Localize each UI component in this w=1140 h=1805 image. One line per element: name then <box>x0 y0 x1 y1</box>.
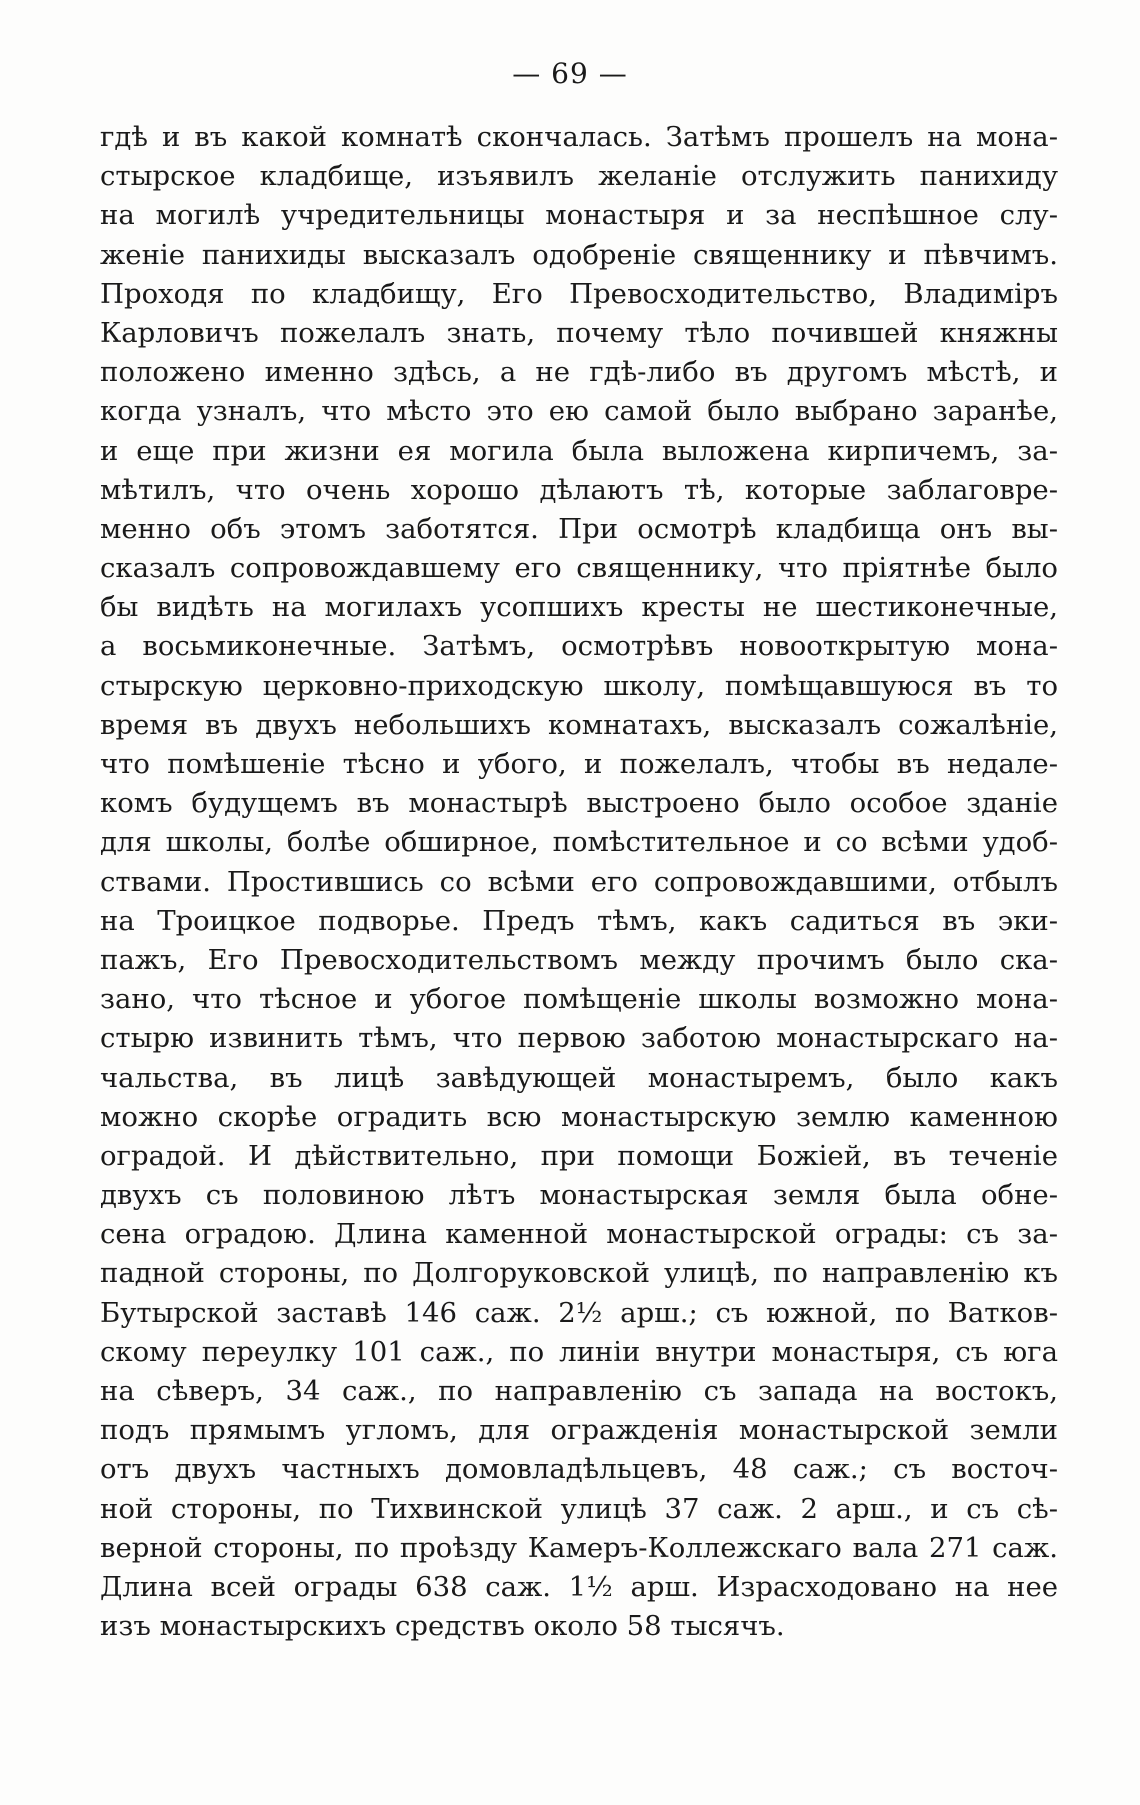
text-line: падной стороны, по Долгоруковской улицѣ, по направленію къ <box>100 1257 1058 1290</box>
text-line: мѣтилъ, что очень хорошо дѣлаютъ тѣ, которые заблаговре- <box>100 473 1058 506</box>
text-line: гдѣ и въ какой комнатѣ скончалась. Затѣмъ прошелъ на мона- <box>100 121 1058 153</box>
text-line: а восьмиконечные. Затѣмъ, осмотрѣвъ новооткрытую мона- <box>100 630 1058 663</box>
text-line: двухъ съ половиною лѣтъ монастырская земля была обне- <box>100 1179 1058 1212</box>
text-line: на могилѣ учредительницы монастыря и за неспѣшное слу- <box>100 199 1058 232</box>
text-line: Проходя по кладбищу, Его Превосходительство, Владиміръ <box>100 277 1058 310</box>
text-line: подъ прямымъ угломъ, для огражденія монастырской земли <box>100 1414 1058 1447</box>
text-line: Бутырской заставѣ 146 саж. 2½ арш.; съ южной, по Ватков- <box>100 1296 1058 1329</box>
text-line: на сѣверъ, 34 саж., по направленію съ запада на востокъ, <box>100 1375 1058 1407</box>
text-line: когда узналъ, что мѣсто это ею самой было выбрано заранѣе, <box>100 395 1058 428</box>
text-line: ной стороны, по Тихвинской улицѣ 37 саж. 2 арш., и съ сѣ- <box>100 1492 1058 1525</box>
text-line: скому переулку 101 саж., по линіи внутри монастыря, съ юга <box>100 1335 1058 1368</box>
text-line: чальства, въ лицѣ завѣдующей монастыремъ, было какъ <box>100 1061 1058 1094</box>
text-line: отъ двухъ частныхъ домовладѣльцевъ, 48 саж.; съ восточ- <box>100 1453 1058 1486</box>
text-line: стырское кладбище, изъявилъ желаніе отслужить панихиду <box>100 160 1058 193</box>
text-line: стырю извинить тѣмъ, что первою заботою монастырскаго на- <box>100 1022 1058 1055</box>
text-line: положено именно здѣсь, а не гдѣ-либо въ другомъ мѣстѣ, и <box>100 356 1058 389</box>
text-line: для школы, болѣе обширное, помѣстительное и со всѣми удоб- <box>100 826 1058 859</box>
text-line: время въ двухъ небольшихъ комнатахъ, высказалъ сожалѣніе, <box>100 708 1058 741</box>
text-line: Карловичъ пожелалъ знать, почему тѣло почившей княжны <box>100 316 1058 349</box>
text-line: оградой. И дѣйствительно, при помощи Божіей, въ теченіе <box>100 1139 1058 1172</box>
text-line: сказалъ сопровождавшему его священнику, что пріятнѣе было <box>100 552 1058 585</box>
page-number: — 69 — <box>512 57 628 90</box>
text-line: верной стороны, по проѣзду Камеръ-Коллежскаго вала 271 саж. <box>100 1531 1058 1564</box>
text-line: сена оградою. Длина каменной монастырской ограды: съ за- <box>100 1218 1058 1251</box>
text-line: бы видѣть на могилахъ усопшихъ кресты не шестиконечные, <box>100 591 1058 624</box>
text-line: Длина всей ограды 638 саж. 1½ арш. Израсходовано на нее <box>100 1570 1058 1603</box>
text-line: женіе панихиды высказалъ одобреніе священнику и пѣвчимъ. <box>100 238 1058 271</box>
text-line: стырскую церковно-приходскую школу, помѣщавшуюся въ то <box>100 669 1058 702</box>
body-text <box>100 118 1058 1646</box>
text-line: менно объ этомъ заботятся. При осмотрѣ кладбища онъ вы- <box>100 512 1058 545</box>
text-line-last: изъ монастырскихъ средствъ около 58 тысячъ. <box>100 1610 785 1643</box>
text-line: зано, что тѣсное и убогое помѣщеніе школы возможно мона- <box>100 983 1058 1016</box>
text-line: пажъ, Его Превосходительствомъ между прочимъ было ска- <box>100 943 1058 976</box>
text-line: ствами. Простившись со всѣми его сопровождавшими, отбылъ <box>100 865 1058 898</box>
text-line: на Троицкое подворье. Предъ тѣмъ, какъ садиться въ эки- <box>100 904 1058 937</box>
text-line: можно скорѣе оградить всю монастырскую землю каменною <box>100 1100 1058 1133</box>
text-line: комъ будущемъ въ монастырѣ выстроено было особое зданіе <box>100 787 1058 820</box>
text-line: что помѣшеніе тѣсно и убого, и пожелалъ, чтобы въ недале- <box>100 748 1058 780</box>
text-line: и еще при жизни ея могила была выложена кирпичемъ, за- <box>100 434 1058 467</box>
